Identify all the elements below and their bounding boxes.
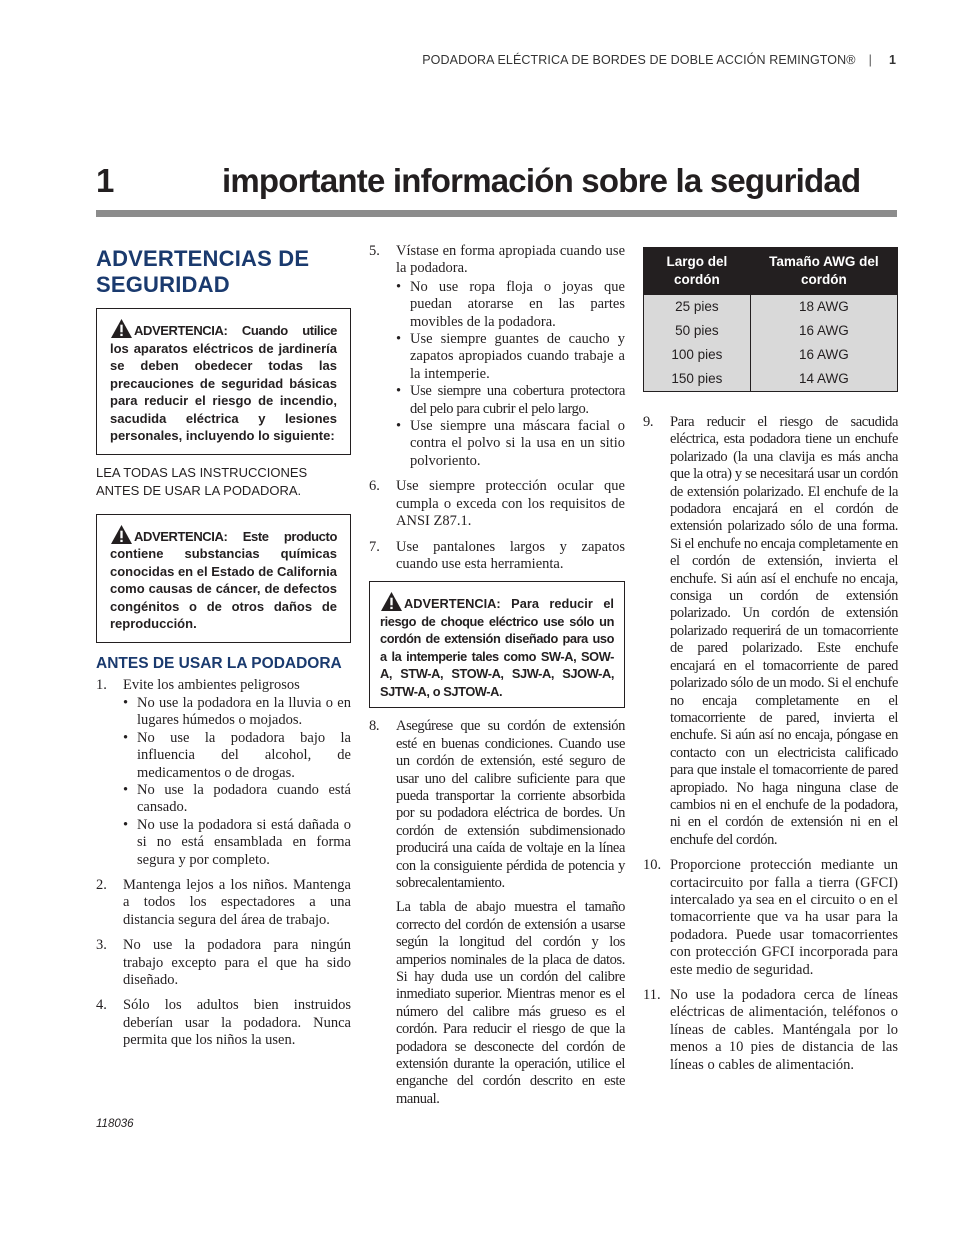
table-row	[644, 295, 898, 320]
bullet-item: • Use siempre guantes de caucho y zapatos apropiados cuando trabaje a la intemperie.	[396, 331, 625, 383]
warning-box-extension-cord	[369, 581, 625, 708]
safety-list-part1	[96, 677, 351, 1050]
column-2	[369, 243, 625, 1116]
warning-text: contiene substancias químicas conocidas en el Estado de California como causas de cáncer, de defectos congénitos o de otros daños de reproducción.	[110, 546, 337, 631]
list-item: 6. Use siempre protección ocular que cumpla o exceda con los requisitos de ANSI Z87.1.	[369, 478, 625, 530]
warning-label: ADVERTENCIA: Para reducir el	[404, 596, 614, 612]
table-cell: 16 AWG	[750, 319, 897, 343]
list-item: 1. Evite los ambientes peligrosos • No use la podadora en la lluvia o en lugares húmedos o mojados. • No use la podadora bajo la influencia del alcohol, de medicamentos o de drogas. • No use la podadora cuando está cansado. • No use la podadora si está dañada o si no está ensamblada en forma segura y por completo.	[96, 677, 351, 869]
bullet-item: • No use la podadora en la lluvia o en lugares húmedos o mojados.	[123, 695, 351, 730]
warning-label: ADVERTENCIA: Cuando utilice	[134, 323, 337, 338]
title-rule	[96, 210, 897, 217]
list-item: 5. Vístase en forma apropiada cuando use la podadora. • No use ropa floja o joyas que puedan atorarse en las partes movibles de la podadora. • Use siempre guantes de caucho y zapatos apropiados cuando trabaje a la intemperie. • Use siempre una cobertura protectora del pelo para cubrir el pelo largo. • Use siempre una máscara facial o contra el polvo si la usa en un sitio polvoriento.	[369, 243, 625, 470]
bullet-item: • No use ropa floja o joyas que puedan atorarse en las partes movibles de la podadora.	[396, 279, 625, 331]
list-item: 9. Para reducir el riesgo de sacudida eléctrica, esta podadora tiene un enchufe polarizado (la una clavija es más ancha que la otra) y se necesitará usar un cordón de extensión polarizado. El enchufe de la podadora encajará en el cordón de extensión polarizado sólo de una forma. Si el enchufe no encaja completamente en el cordón de extensión, invierta el enchufe. Si aún así el enchufe no encaja, consiga un cordón de extensión polarizado. Un cordón de extensión polarizado requerirá de un tomacorriente de pared polarizado. Este enchufe encajará en el tomacorriente de pared polarizado sólo de un modo. Si el enchufe no encaja completamente en el tomacorriente de pared, invierta el enchufe. Si aún así no encaja, póngase en contacto con un electricista calificado para que instale el tomacorriente de pared apropiado. No haga ninguna clase de cambios ni en el enchufe de la podadora, ni en el cordón de extensión ni en el enchufe del cordón.	[643, 414, 898, 848]
bullet-item: • Use siempre una máscara facial o contra el polvo si la usa en un sitio polvoriento.	[396, 418, 625, 470]
warning-label: ADVERTENCIA: Este producto	[134, 528, 337, 544]
table-cell: 150 pies	[644, 367, 751, 392]
table-row	[644, 343, 898, 367]
list-item: 11. No use la podadora cerca de líneas eléctricas de alimentación, teléfonos o líneas de cables. Manténgala por lo menos a 10 pies de distancia de las líneas o cables de alimentación.	[643, 987, 898, 1073]
column-3	[643, 243, 898, 1082]
subsection-heading: ANTES DE USAR LA PODADORA	[96, 654, 342, 672]
warning-box-chemicals	[96, 514, 351, 643]
bullet-item: • No use la podadora bajo la influencia del alcohol, de medicamentos o de drogas.	[123, 730, 351, 782]
warning-text: los aparatos eléctricos de jardinería se deben obedecer todas las precauciones de seguridad básicas para reducir el riesgo de incendio, sacudida eléctrica y lesiones personales, incluyendo lo siguiente:	[110, 340, 337, 443]
column-header: Tamaño AWG del cordón	[750, 248, 897, 295]
running-header	[422, 53, 896, 67]
warning-triangle-icon	[110, 524, 133, 545]
safety-list-part4	[643, 414, 898, 1074]
list-item: 8. Asegúrese que su cordón de extensión esté en buenas condiciones. Cuando use un cordón de extensión, esté seguro de usar uno del calibre suficiente para que pueda transportar la corriente absorbida por su podadora eléctrica de bordes. Un cordón de extensión subdimensionado producirá una caída de voltaje en la línea con la consiguiente pérdida de potencia y sobrecalentamiento. La tabla de abajo muestra el tamaño correcto del cordón de extensión a usarse según la longitud del cordón y los amperios nominales de la placa de datos. Si hay duda use un cordón del calibre inmediato superior. Mientras menor es el número del calibre más grueso es el cordón. Para reducir el riesgo de que la podadora se desconecte del cordón de extensión durante la operación, utilice el enganche del cordón descrito en este manual.	[369, 718, 625, 1107]
bullet-item: • No use la podadora si está dañada o si no está ensamblada en forma segura y por completo.	[123, 817, 351, 869]
warning-triangle-icon	[110, 318, 133, 339]
column-header: Largo del cordón	[644, 248, 751, 295]
list-item: 10. Proporcione protección mediante un cortacircuito por falla a tierra (GFCI) intercalado ya sea en el circuito o en el tomacorriente que va ha usar para la podadora. Puede usar tomacorrientes con protección GFCI incorporada para este medio de seguridad.	[643, 857, 898, 978]
table-cell: 18 AWG	[750, 295, 897, 320]
bullet-item: • No use la podadora cuando está cansado.	[123, 782, 351, 817]
cord-gauge-table	[643, 247, 898, 392]
table-cell: 25 pies	[644, 295, 751, 320]
bullet-list	[396, 279, 625, 470]
table-cell: 16 AWG	[750, 343, 897, 367]
table-row	[644, 319, 898, 343]
bullet-item: • Use siempre una cobertura protectora del pelo para cubrir el pelo largo.	[396, 383, 625, 418]
header-separator: |	[868, 53, 872, 67]
warning-box-gardening	[96, 308, 351, 455]
table-cell: 100 pies	[644, 343, 751, 367]
list-item: 4. Sólo los adultos bien instruidos deberían usar la podadora. Nunca permita que los niños la usen.	[96, 997, 351, 1049]
list-item: 7. Use pantalones largos y zapatos cuando use esta herramienta.	[369, 538, 625, 572]
table-header-row	[644, 248, 898, 295]
list-item-paragraph: La tabla de abajo muestra el tamaño correcto del cordón de extensión a usarse según la longitud del cordón y los amperios nominales de la placa de datos. Si hay duda use un cordón del calibre inmediato superior. Mientras menor es el número del calibre más grueso es el cordón. Para reducir el riesgo de que la podadora se desconecte del cordón de extensión durante la operación, utilice el enganche del cordón descrito en este manual.	[396, 899, 625, 1107]
warning-triangle-icon	[380, 591, 403, 612]
chapter-title-text: importante información sobre la seguridad	[222, 162, 861, 199]
bullet-list	[123, 695, 351, 869]
running-title: PODADORA ELÉCTRICA DE BORDES DE DOBLE ACCIÓN REMINGTON®	[422, 53, 856, 67]
safety-list-part2	[369, 243, 625, 573]
table-cell: 14 AWG	[750, 367, 897, 392]
read-instructions-note: LEA TODAS LAS INSTRUCCIONES ANTES DE USAR LA PODADORA.	[96, 464, 308, 498]
chapter-title	[96, 162, 896, 200]
safety-list-part3	[369, 718, 625, 1108]
list-item: 3. No use la podadora para ningún trabajo excepto para el que ha sido diseñado.	[96, 937, 351, 988]
table-cell: 50 pies	[644, 319, 751, 343]
section-heading: ADVERTENCIAS DE SEGURIDAD	[96, 246, 310, 297]
list-item: 2. Mantenga lejos a los niños. Mantenga a todos los espectadores a una distancia segura del área de trabajo.	[96, 876, 351, 928]
column-1	[96, 243, 351, 1058]
table-row	[644, 367, 898, 392]
page-number: 1	[888, 53, 896, 67]
warning-text: riesgo de choque eléctrico use sólo un cordón de extensión diseñado para uso a la intemperie tales como SW-A, SOW-A, STW-A, STOW-A, SJW-A, SJOW-A, SJTW-A, o SJTOW-A.	[380, 613, 614, 699]
document-number: 118036	[96, 1118, 134, 1130]
chapter-number: 1	[96, 162, 114, 199]
